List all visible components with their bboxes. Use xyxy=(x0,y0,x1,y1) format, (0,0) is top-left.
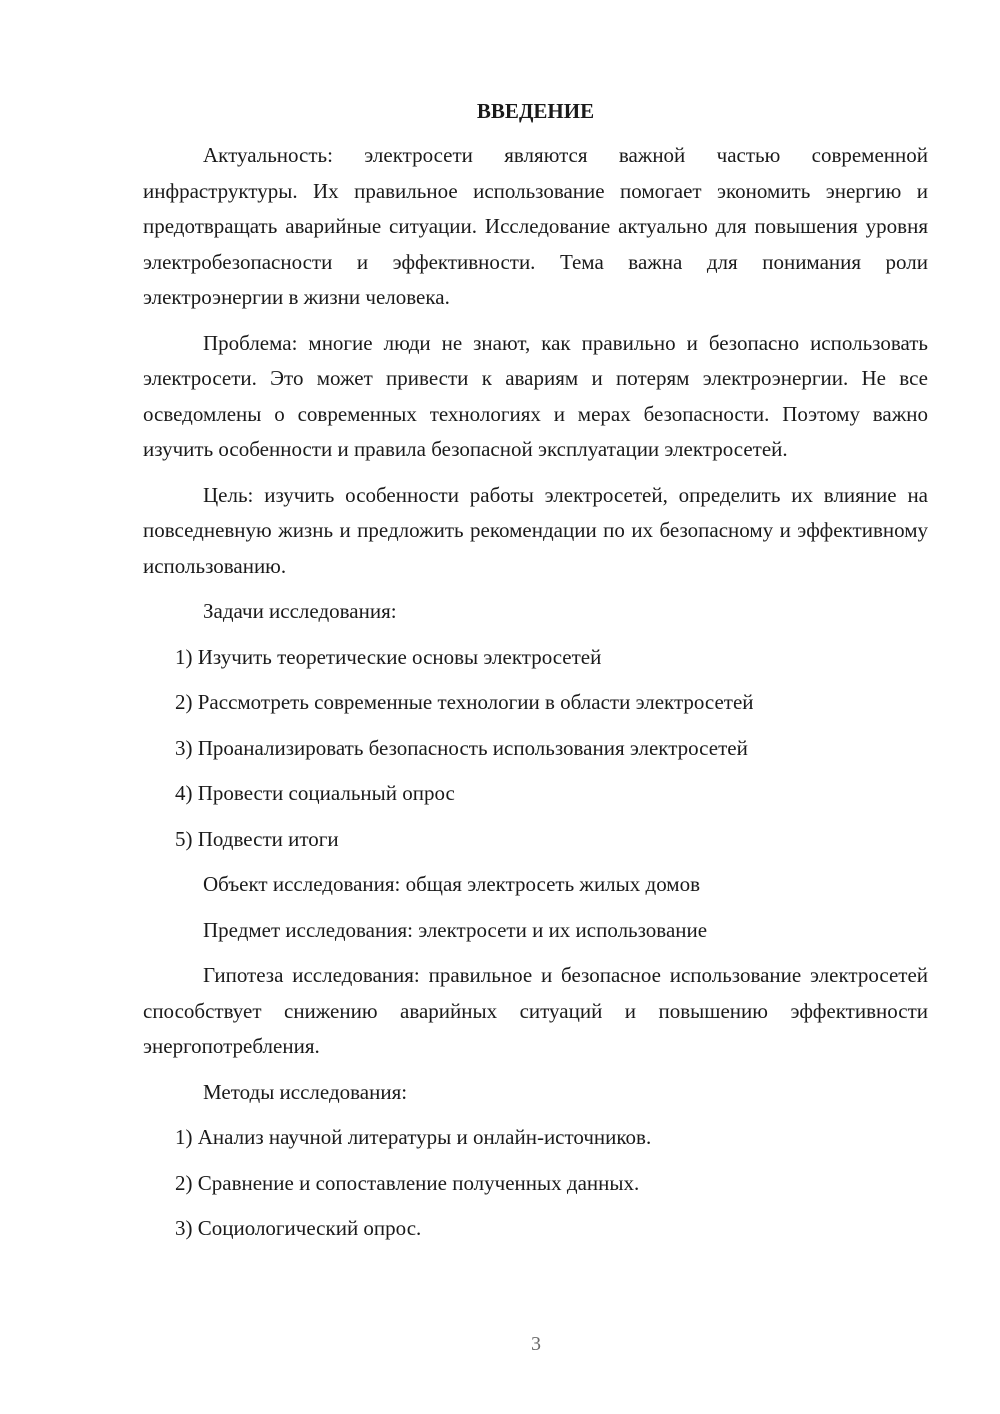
method-item: 2) Сравнение и сопоставление полученных данных. xyxy=(175,1170,640,1195)
task-item: 1) Изучить теоретические основы электросетей xyxy=(175,644,602,669)
tasks-heading: Задачи исследования: xyxy=(203,599,397,623)
section-title: ВВЕДЕНИЕ xyxy=(476,99,595,123)
task-item: 5) Подвести итоги xyxy=(175,826,339,851)
task-item: 4) Провести социальный опрос xyxy=(175,781,455,805)
problem-paragraph: Проблема: многие люди не знают, как правильно и безопасно использовать электросети. Это может привести к авариям и потерям электроэнергии. Не все осведомлены о современных технологиях и мерах безопасности. Поэтому важно изучить особенности и правила безопасной эксплуатации электросетей. xyxy=(143,330,928,461)
document-page xyxy=(143,96,928,1257)
task-item: 3) Проанализировать безопасность использования электросетей xyxy=(175,735,748,760)
hypothesis-paragraph: Гипотеза исследования: правильное и безопасное использование электросетей способствует снижению аварийных ситуаций и повышению эффективности энергопотребления. xyxy=(143,963,928,1058)
page-number: 3 xyxy=(531,1333,541,1355)
methods-heading: Методы исследования: xyxy=(203,1079,408,1104)
subject-line: Предмет исследования: электросети и их использование xyxy=(203,917,708,942)
method-item: 1) Анализ научной литературы и онлайн-источников. xyxy=(175,1125,652,1149)
goal-paragraph: Цель: изучить особенности работы электросетей, определить их влияние на повседневную жизнь и предложить рекомендации по их безопасному и эффективному использованию. xyxy=(143,482,928,578)
task-item: 2) Рассмотреть современные технологии в области электросетей xyxy=(175,690,754,714)
object-line: Объект исследования: общая электросеть жилых домов xyxy=(203,872,701,896)
relevance-paragraph: Актуальность: электросети являются важной частью современной инфраструктуры. Их правильное использование помогает экономить энергию и предотвращать аварийные ситуации. Исследование актуально для повышения уровня электробезопасности и эффективности. Тема важна для понимания роли электроэнергии в жизни человека. xyxy=(143,143,928,309)
method-item: 3) Социологический опрос. xyxy=(175,1216,422,1240)
